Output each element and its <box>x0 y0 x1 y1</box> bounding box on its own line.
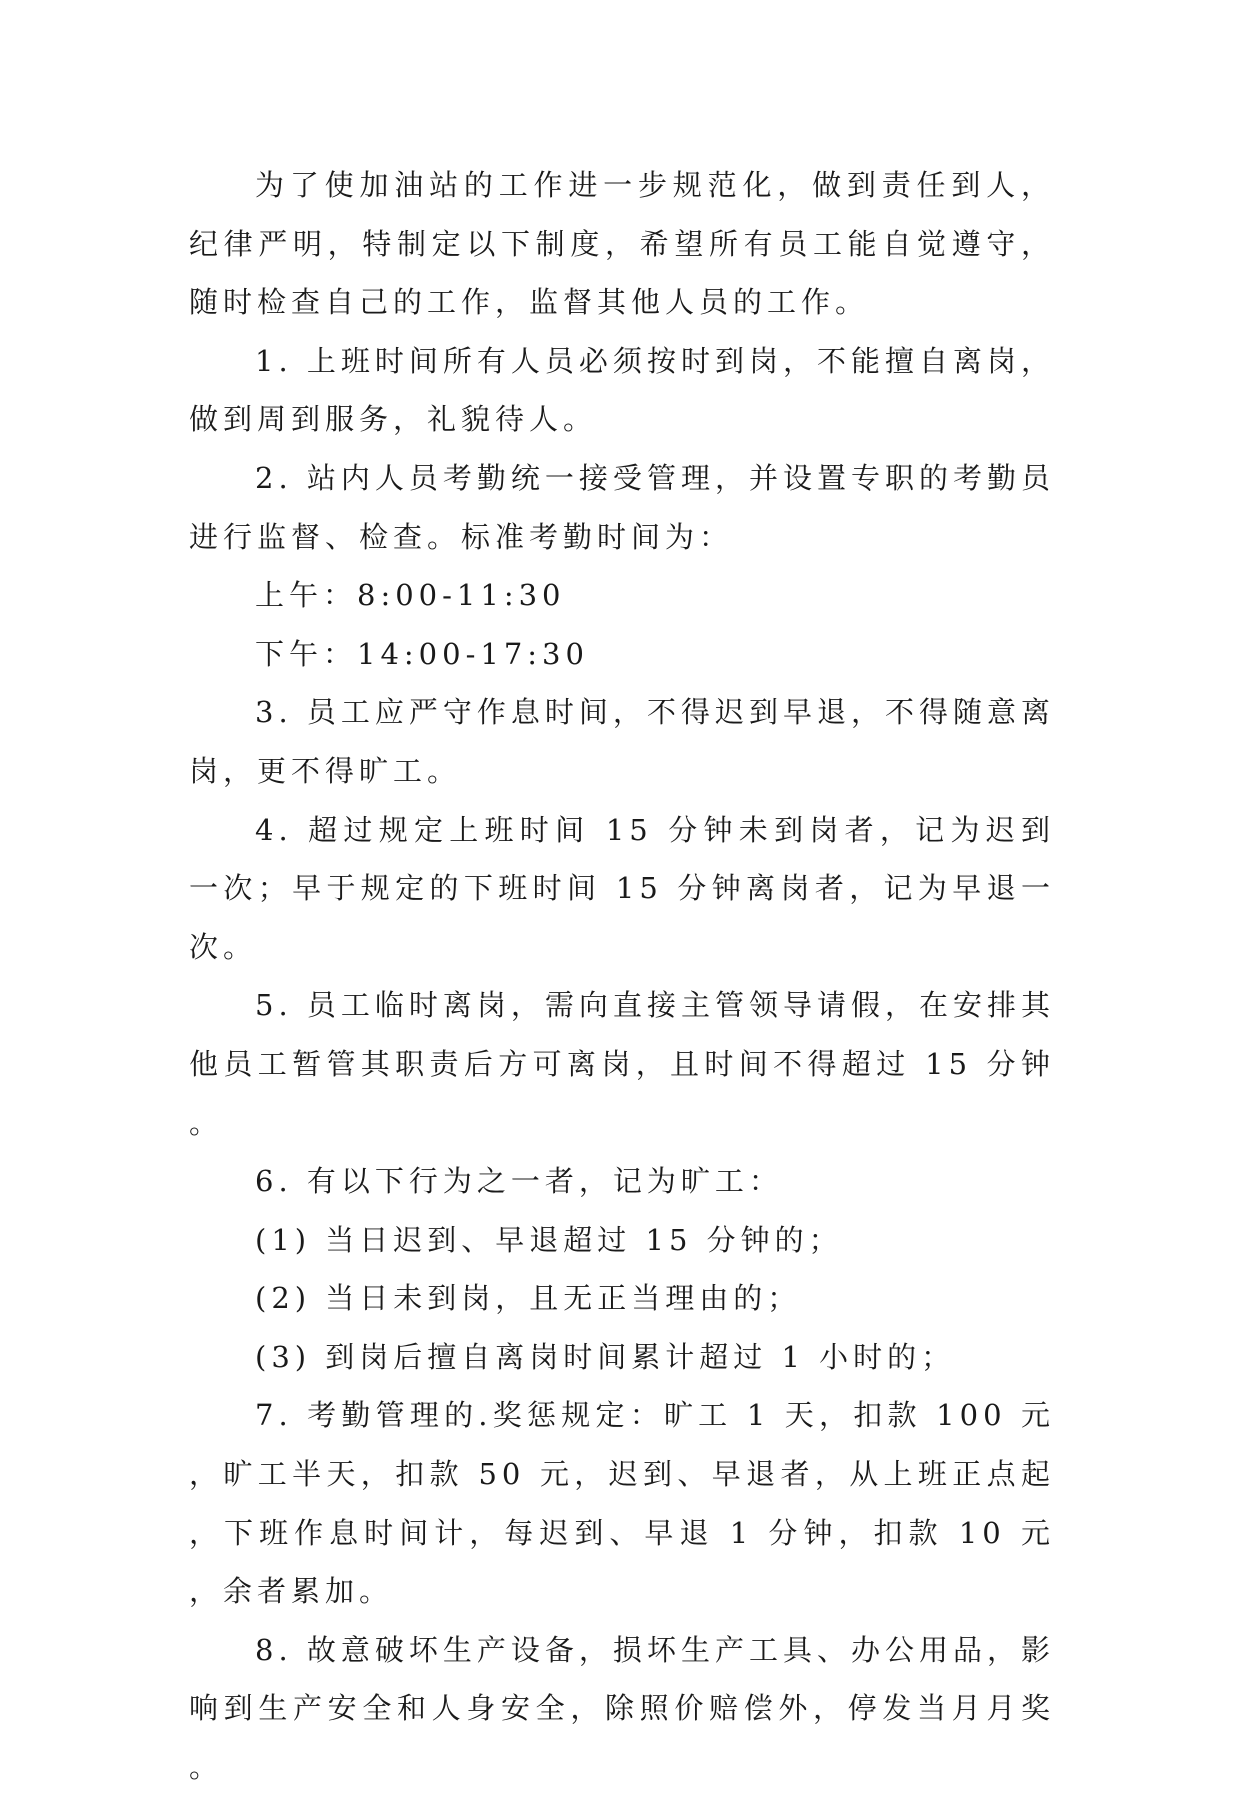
paragraph-rule-6: 6. 有以下行为之一者，记为旷工： <box>255 1164 783 1199</box>
document-body <box>189 156 1055 1797</box>
paragraph-rule-2: 2. 站内人员考勤统一接受管理，并设置专职的考勤员进行监督、检查。标准考勤时间为： <box>189 460 1055 554</box>
paragraph-rule-1: 1. 上班时间所有人员必须按时到岗，不能擅自离岗，做到周到服务，礼貌待人。 <box>189 343 1055 437</box>
paragraph-afternoon-hours: 下午：14:00-17:30 <box>255 636 589 671</box>
paragraph-rule-6-item-3: (3) 到岗后擅自离岗时间累计超过 1 小时的； <box>255 1339 956 1374</box>
paragraph-rule-6-item-1: (1) 当日迟到、早退超过 15 分钟的； <box>255 1222 843 1257</box>
paragraph-rule-4: 4. 超过规定上班时间 15 分钟未到岗者，记为迟到一次；早于规定的下班时间 15 分钟离岗者，记为早退一次。 <box>189 812 1055 964</box>
paragraph-rule-6-item-2: (2) 当日未到岗，且无正当理由的； <box>255 1281 802 1316</box>
paragraph-morning-hours: 上午：8:00-11:30 <box>255 578 566 613</box>
paragraph-intro: 为了使加油站的工作进一步规范化，做到责任到人，纪律严明，特制定以下制度，希望所有员工能自觉遵守，随时检查自己的工作，监督其他人员的工作。 <box>189 168 1055 320</box>
paragraph-rule-5: 5. 员工临时离岗，需向直接主管领导请假，在安排其他员工暂管其职责后方可离岗，且时间不得超过 15 分钟。 <box>189 988 1055 1140</box>
paragraph-rule-7: 7. 考勤管理的.奖惩规定：旷工 1 天，扣款 100 元，旷工半天，扣款 50 元，迟到、早退者，从上班正点起，下班作息时间计，每迟到、早退 1 分钟，扣款 10 元，余者累加。 <box>189 1398 1055 1609</box>
paragraph-rule-8: 8. 故意破坏生产设备，损坏生产工具、办公用品，影响到生产安全和人身安全，除照价赔偿外，停发当月月奖。 <box>189 1632 1055 1785</box>
paragraph-rule-3: 3. 员工应严守作息时间，不得迟到早退，不得随意离岗，更不得旷工。 <box>189 695 1055 788</box>
